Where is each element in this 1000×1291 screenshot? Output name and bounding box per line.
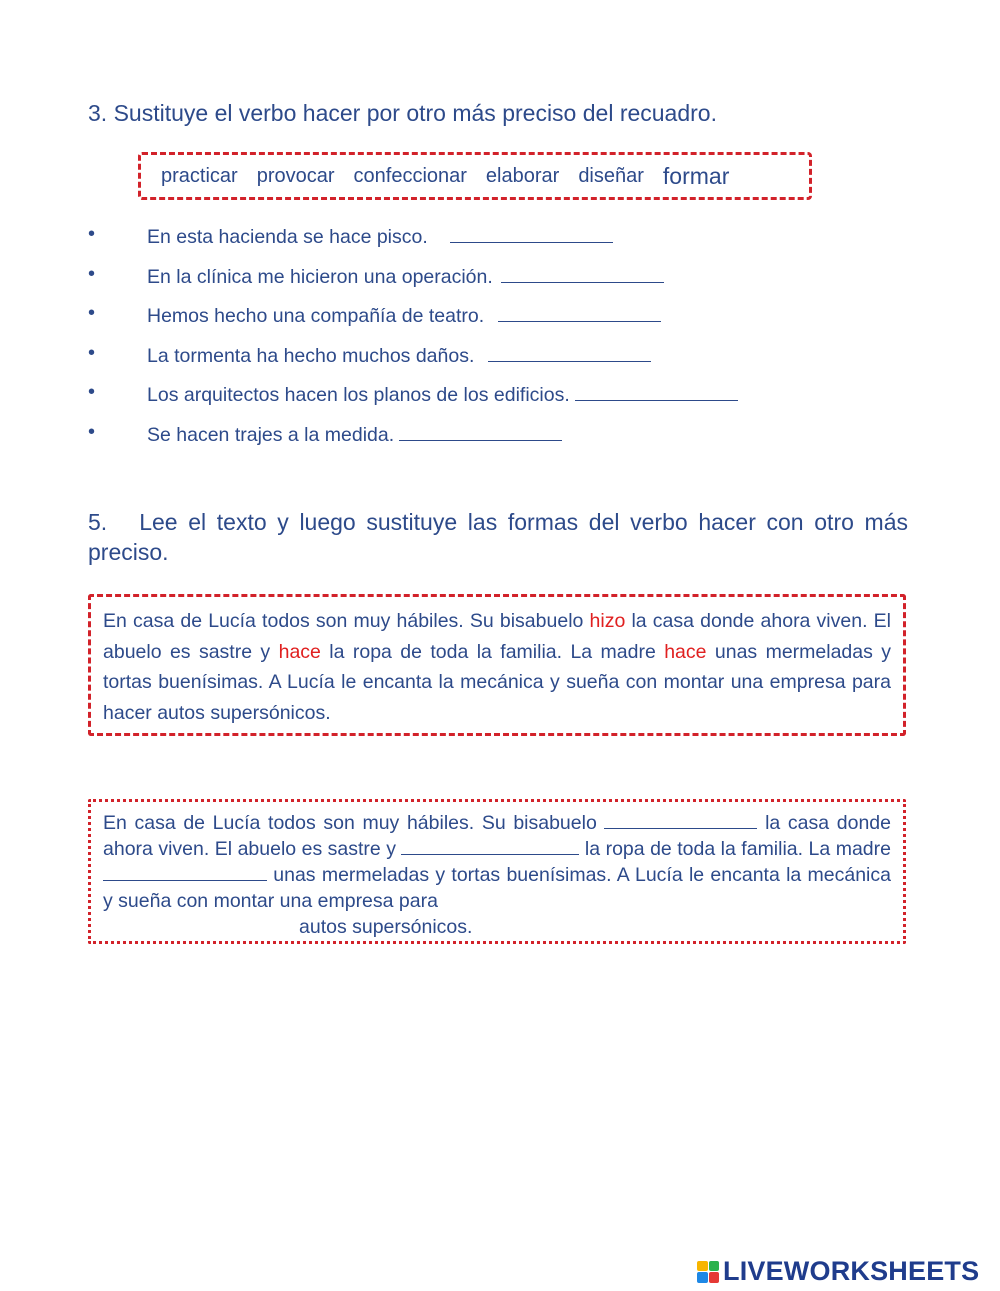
- bullet-icon: •: [88, 262, 96, 285]
- answer-blank[interactable]: [604, 811, 757, 829]
- answer-blank[interactable]: [575, 382, 738, 401]
- passage-text: la casa donde ahora viven. El abuelo es sastre y: [103, 812, 891, 860]
- answer-blank[interactable]: [450, 224, 613, 243]
- section-3-title: 3. Sustituye el verbo hacer por otro más preciso del recuadro.: [88, 100, 717, 126]
- section-5-number: 5.: [88, 509, 108, 535]
- word-bank: [138, 152, 812, 200]
- logo-icon: [697, 1261, 719, 1283]
- passage-text: En casa de Lucía todos son muy hábiles. Su bisabuelo: [103, 812, 605, 834]
- section-5-title: [88, 507, 908, 567]
- sentence-text: En la clínica me hicieron una operación.: [147, 265, 493, 288]
- highlighted-verb: hizo: [589, 610, 626, 632]
- sentence-text: La tormenta ha hecho muchos daños.: [147, 344, 475, 367]
- fill-in-passage: [103, 810, 891, 940]
- word-bank-item: confeccionar: [353, 164, 467, 187]
- answer-blank[interactable]: [498, 303, 661, 322]
- answer-blank[interactable]: [103, 863, 267, 881]
- word-bank-item: formar: [662, 162, 730, 189]
- answer-blank[interactable]: [488, 343, 651, 362]
- logo-text: LIVEWORKSHEETS: [723, 1256, 980, 1286]
- fill-in-passage-box: [88, 799, 906, 944]
- passage-text: la ropa de toda la familia. La madre: [320, 640, 665, 663]
- bullet-icon: •: [88, 420, 96, 443]
- bullet-icon: •: [88, 381, 96, 404]
- word-bank-item: practicar: [161, 164, 238, 187]
- reading-passage-box: [88, 594, 906, 736]
- passage-text: unas mermeladas y tortas buenísimas. A Lucía le encanta la mecánica y sueña con montar una empresa para: [103, 864, 891, 912]
- bullet-icon: •: [88, 341, 96, 364]
- highlighted-verb: hace: [664, 640, 707, 663]
- word-bank-item: diseñar: [578, 164, 644, 187]
- bullet-icon: •: [88, 223, 96, 245]
- answer-blank[interactable]: [401, 837, 579, 855]
- liveworksheets-logo: [697, 1256, 979, 1287]
- sentence-text: Hemos hecho una compañía de teatro.: [147, 305, 485, 328]
- passage-text: autos supersónicos.: [299, 916, 473, 938]
- word-bank-item: elaborar: [485, 164, 560, 187]
- reading-passage: [103, 606, 891, 728]
- passage-text: la ropa de toda la familia. La madre: [579, 838, 891, 860]
- section-5-instructions: Lee el texto y luego sustituye las formas del verbo hacer con otro más preciso.: [88, 509, 908, 565]
- passage-text: unas mermeladas y tortas buenísimas. A Lucía le encanta la mecánica y sueña con montar una empresa para hacer autos supersónicos.: [103, 640, 892, 724]
- passage-text: la casa donde ahora viven. El abuelo es sastre y: [103, 610, 891, 663]
- word-bank-item: provocar: [256, 164, 335, 187]
- sentence-text: Los arquitectos hacen los planos de los edificios.: [147, 384, 570, 407]
- answer-blank[interactable]: [501, 264, 664, 283]
- passage-text: En casa de Lucía todos son muy hábiles. Su bisabuelo: [103, 610, 590, 632]
- bullet-icon: •: [88, 302, 96, 325]
- answer-blank[interactable]: [399, 422, 562, 441]
- sentence-text: En esta hacienda se hace pisco.: [147, 226, 428, 248]
- sentence-text: Se hacen trajes a la medida.: [147, 423, 395, 446]
- highlighted-verb: hace: [278, 640, 321, 663]
